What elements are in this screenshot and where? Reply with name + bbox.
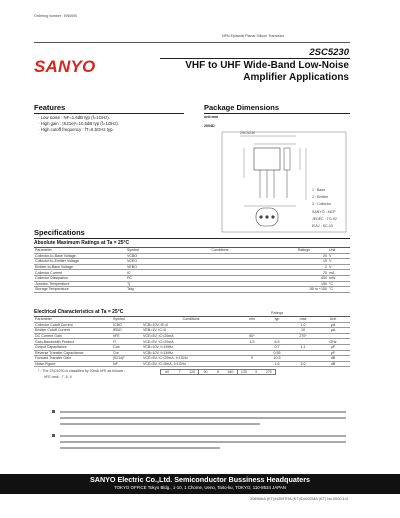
- sanyo-logo: SANYO: [34, 57, 96, 76]
- ratings-group-label: Ratings: [271, 311, 284, 315]
- abs-max-title: Absolute Maximum Ratings at Ta = 25°C: [34, 240, 130, 246]
- table-row: Forward Transfer Gain |S21e|² VCE=5V, IC=20mA, f=1GHz 9 10.5 dB: [34, 356, 350, 362]
- table-row: DC Current Gain hFE VCE=5V, IC=20mA 60* 270*: [34, 333, 350, 339]
- disclaimer-line: [60, 411, 346, 413]
- table-row: Junction Temperature Tj 150 °C: [34, 281, 350, 287]
- package-inner-label: 2SC5230: [240, 131, 255, 135]
- document-number: 30898HA (KT)/N3097HA (KT)/D4032MA (KT) No.0000-1/4: [250, 497, 348, 501]
- footer-company: SANYO Electric Co.,Ltd. Semiconductor Bussiness Headquaters: [89, 475, 311, 484]
- package-code-sanyo: SANYO : MCP: [312, 210, 336, 214]
- disclaimer-bullet: [52, 410, 55, 413]
- part-number: 2SC5230: [309, 47, 349, 58]
- features-heading: Features: [34, 103, 66, 112]
- disclaimer-line: [60, 423, 260, 425]
- elec-char-table: [34, 316, 350, 367]
- disclaimer-bullet: [52, 434, 55, 437]
- disclaimer-line: [60, 417, 346, 419]
- disclaimer-line: [60, 435, 346, 437]
- feature-item: · High gain : |S21e|²=10.5dB typ (f=1GHz).: [38, 121, 120, 126]
- elec-char-title: Electrical Characteristics at Ta = 25°C: [34, 309, 124, 315]
- table-row: Gain-Bandwidth Product fT VCE=5V, IC=20mA 4.5 6.5 GHz: [34, 339, 350, 345]
- table-row: Collector-to-Emitter Voltage VCEO 10 V: [34, 259, 350, 265]
- footer-address: TOKYO OFFICE Tokyo Bldg., 1-10, 1 Chome, Ueno, Taito-ku, TOKYO, 110-8534 JAPAN: [114, 485, 286, 490]
- hfe-rank-note: hFE rank : 7, 8, 9: [44, 375, 72, 379]
- table-row: Collector Cutoff Current ICBO VCB=10V, IE=0 1.0 μA: [34, 322, 350, 328]
- table-row: Collector-to-Base Voltage VCBO 20 V: [34, 253, 350, 259]
- package-code-jedec: JEDEC : TO-92: [312, 217, 337, 221]
- package-unit: unit:mm: [204, 115, 219, 119]
- table-row: Emitter Cutoff Current IEBO VEB=1V, IC=0 10 μA: [34, 328, 350, 334]
- abs-max-table: [34, 247, 350, 293]
- table-row: Emitter-to-Base Voltage VEBO 2 V: [34, 264, 350, 270]
- table-header-row: Parameter Symbol Conditions Ratings Unit: [34, 248, 350, 254]
- pin-base: 1 : Base: [312, 188, 326, 192]
- page-title: VHF to UHF Wide-Band Low-Noise Amplifier Applications: [185, 60, 349, 83]
- disclaimer-line: [60, 447, 220, 449]
- rank-table: 60 7 120 90 8 180 135 9 270: [160, 369, 276, 375]
- specifications-rule: [34, 238, 350, 239]
- specifications-heading: Specifications: [34, 228, 85, 237]
- transistor-type: NPN Epitaxial Planar Silicon Transistor: [222, 34, 284, 38]
- table-row: Collector Dissipation PC 400 mW: [34, 275, 350, 281]
- package-heading: Package Dimensions: [204, 103, 280, 112]
- table-row: Noise Figure NF VCE=5V, IC=5mA, f=1GHz 1.6 3.0 dB: [34, 361, 350, 367]
- package-code-eiaj: EIAJ : SC-43: [312, 224, 333, 228]
- ordering-number: Ordering number : EN0000: [34, 14, 78, 18]
- table-row: Output Capacitance Cob VCB=10V, f=1MHz 0.7 1.1 pF: [34, 344, 350, 350]
- header-rule: [34, 42, 350, 43]
- table-header-row: Parameter Symbol Conditions min typ max Unit: [34, 317, 350, 323]
- package-code: 2004D: [204, 124, 215, 128]
- pin-emitter: 2 : Emitter: [312, 195, 329, 199]
- pin-collector: 3 : Collector: [312, 202, 332, 206]
- table-row: Reverse Transfer Capacitance Cre VCB=10V, f=1MHz 0.55 pF: [34, 350, 350, 356]
- feature-item: · High cutoff frequency : fT=6.5GHz typ.: [38, 127, 114, 132]
- features-rule: [34, 113, 184, 114]
- part-rule: [160, 58, 350, 59]
- feature-item: · Low noise : NF=1.6dB typ (f=1GHz).: [38, 115, 110, 120]
- table-row: Storage Temperature Tstg -55 to +150 °C: [34, 287, 350, 293]
- hfe-note: * : The 2SC5230 is classified by 20mA hFE as follows :: [38, 369, 126, 373]
- table-row: Collector Current IC 70 mA: [34, 270, 350, 276]
- package-rule: [204, 113, 350, 114]
- disclaimer-line: [60, 441, 346, 443]
